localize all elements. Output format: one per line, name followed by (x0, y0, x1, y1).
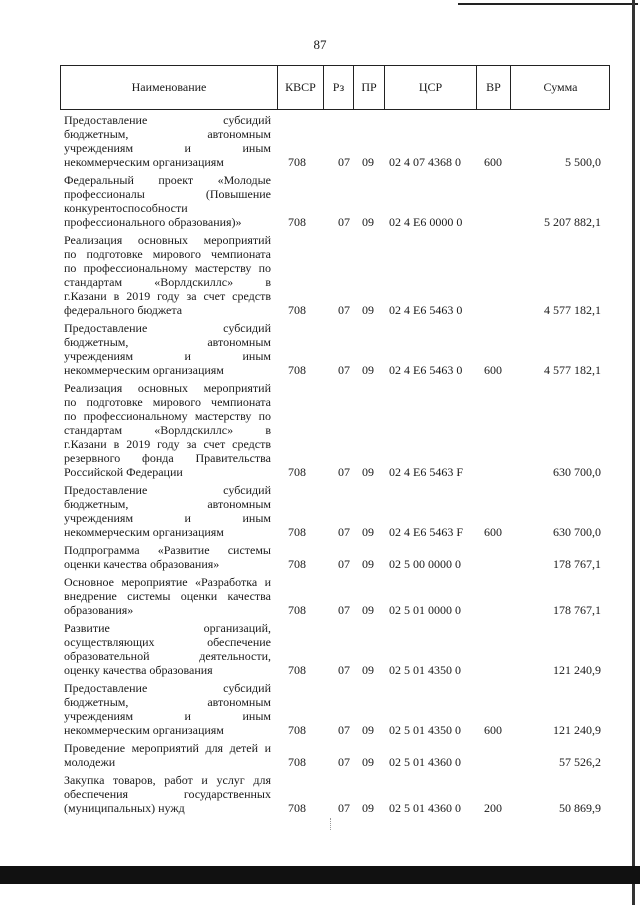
table-row (0, 113, 640, 169)
row-pr: 09 (362, 215, 374, 229)
row-name-line: некоммерческим организациям (64, 723, 224, 737)
table-row (0, 741, 640, 769)
row-name-line: бюджетным, автономным (64, 127, 271, 141)
row-rz: 07 (338, 525, 350, 539)
row-csr: 02 5 01 0000 0 (389, 603, 461, 617)
row-rz: 07 (338, 723, 350, 737)
row-kvsr: 708 (288, 663, 306, 677)
row-name-line: Развитие организаций, (64, 621, 271, 635)
row-name-line: Предоставление субсидий (64, 321, 271, 335)
row-pr: 09 (362, 155, 374, 169)
row-kvsr: 708 (288, 723, 306, 737)
row-kvsr: 708 (288, 603, 306, 617)
row-rz: 07 (338, 755, 350, 769)
row-name-line: оценки качества образования» (64, 557, 220, 571)
row-pr: 09 (362, 363, 374, 377)
table-row (0, 575, 640, 617)
row-pr: 09 (362, 723, 374, 737)
row-pr: 09 (362, 801, 374, 815)
row-sum: 121 240,9 (553, 723, 601, 737)
header-pr: ПР (353, 66, 384, 109)
row-name-line: некоммерческим организациям (64, 363, 224, 377)
row-csr: 02 4 Е6 5463 F (389, 465, 464, 479)
row-rz: 07 (338, 557, 350, 571)
row-rz: 07 (338, 155, 350, 169)
row-sum: 630 700,0 (553, 525, 601, 539)
row-sum: 4 577 182,1 (544, 303, 601, 317)
table-row (0, 321, 640, 377)
row-name (64, 483, 271, 539)
row-pr: 09 (362, 603, 374, 617)
row-name (64, 233, 271, 317)
header-kvsr: КВСР (277, 66, 323, 109)
row-pr: 09 (362, 303, 374, 317)
row-vr: 200 (484, 801, 502, 815)
row-csr: 02 5 01 4350 0 (389, 663, 461, 677)
page-number: 87 (313, 37, 327, 52)
row-csr: 02 5 01 4350 0 (389, 723, 461, 737)
row-rz: 07 (338, 603, 350, 617)
row-rz: 07 (338, 465, 350, 479)
header-csr: ЦСР (384, 66, 476, 109)
row-name-line: учреждениям и иным (64, 141, 271, 155)
row-name (64, 321, 271, 377)
row-name-line: бюджетным, автономным (64, 695, 271, 709)
row-name-line: Проведение мероприятий для детей и (64, 741, 271, 755)
row-sum: 57 526,2 (559, 755, 601, 769)
row-name-line: учреждениям и иным (64, 349, 271, 363)
row-name-line: Предоставление субсидий (64, 483, 271, 497)
row-name-line: стандартам «Ворлдскиллс» в (64, 275, 271, 289)
row-pr: 09 (362, 525, 374, 539)
row-sum: 178 767,1 (553, 603, 601, 617)
row-name-line: федерального бюджета (64, 303, 183, 317)
table-row (0, 483, 640, 539)
row-name-line: обеспечения государственных (64, 787, 271, 801)
row-name-line: профессионалы (Повышение (64, 187, 271, 201)
row-name-line: Подпрограмма «Развитие системы (64, 543, 271, 557)
row-csr: 02 4 Е6 0000 0 (389, 215, 463, 229)
row-sum: 5 500,0 (565, 155, 601, 169)
row-name-line: молодежи (64, 755, 116, 769)
row-name (64, 741, 271, 769)
row-vr: 600 (484, 525, 502, 539)
row-name-line: Предоставление субсидий (64, 681, 271, 695)
scan-specks (330, 818, 333, 830)
row-name (64, 621, 271, 677)
row-name-line: конкурентоспособности (64, 201, 188, 215)
row-name-line: Реализация основных мероприятий (64, 381, 271, 395)
row-name-line: Предоставление субсидий (64, 113, 271, 127)
row-name-line: по подготовке мирового чемпионата (64, 395, 271, 409)
row-csr: 02 4 Е6 5463 0 (389, 363, 463, 377)
scan-bottom-bar (0, 866, 640, 884)
table-row (0, 621, 640, 677)
row-name-line: некоммерческим организациям (64, 155, 224, 169)
row-rz: 07 (338, 663, 350, 677)
table-header (60, 65, 610, 110)
row-name-line: по профессиональному мастерству по (64, 409, 271, 423)
row-name (64, 575, 271, 617)
row-kvsr: 708 (288, 465, 306, 479)
row-name-line: (муниципальных) нужд (64, 801, 185, 815)
row-pr: 09 (362, 557, 374, 571)
row-name-line: Реализация основных мероприятий (64, 233, 271, 247)
table-row (0, 773, 640, 815)
table-row (0, 173, 640, 229)
header-rz: Рз (323, 66, 353, 109)
row-kvsr: 708 (288, 155, 306, 169)
row-name-line: г.Казани в 2019 году за счет средств (64, 289, 271, 303)
header-sum: Сумма (510, 66, 610, 109)
row-rz: 07 (338, 801, 350, 815)
row-kvsr: 708 (288, 215, 306, 229)
row-vr: 600 (484, 723, 502, 737)
row-sum: 5 207 882,1 (544, 215, 601, 229)
table-row (0, 543, 640, 571)
row-pr: 09 (362, 465, 374, 479)
row-kvsr: 708 (288, 525, 306, 539)
row-vr: 600 (484, 155, 502, 169)
header-name: Наименование (131, 80, 207, 94)
row-pr: 09 (362, 755, 374, 769)
row-name-line: стандартам «Ворлдскиллс» в (64, 423, 271, 437)
row-csr: 02 5 01 4360 0 (389, 801, 461, 815)
row-rz: 07 (338, 303, 350, 317)
row-name-line: образовательной деятельности, (64, 649, 271, 663)
row-csr: 02 4 Е6 5463 F (389, 525, 464, 539)
row-csr: 02 4 07 4368 0 (389, 155, 461, 169)
row-name-line: Российской Федерации (64, 465, 183, 479)
row-name-line: бюджетным, автономным (64, 335, 271, 349)
row-name-line: г.Казани в 2019 году за счет средств (64, 437, 271, 451)
row-sum: 178 767,1 (553, 557, 601, 571)
table-row (0, 681, 640, 737)
row-kvsr: 708 (288, 363, 306, 377)
row-name (64, 113, 271, 169)
row-name (64, 381, 271, 479)
row-kvsr: 708 (288, 801, 306, 815)
row-name (64, 773, 271, 815)
row-pr: 09 (362, 663, 374, 677)
row-csr: 02 4 Е6 5463 0 (389, 303, 463, 317)
row-name (64, 173, 271, 229)
row-name-line: Закупка товаров, работ и услуг для (64, 773, 271, 787)
row-kvsr: 708 (288, 755, 306, 769)
row-name-line: по подготовке мирового чемпионата (64, 247, 271, 261)
row-name-line: оценку качества образования (64, 663, 213, 677)
top-rule (458, 3, 638, 5)
row-name-line: некоммерческим организациям (64, 525, 224, 539)
row-rz: 07 (338, 215, 350, 229)
row-name (64, 543, 271, 571)
row-sum: 50 869,9 (559, 801, 601, 815)
row-kvsr: 708 (288, 303, 306, 317)
row-csr: 02 5 01 4360 0 (389, 755, 461, 769)
row-sum: 630 700,0 (553, 465, 601, 479)
row-csr: 02 5 00 0000 0 (389, 557, 461, 571)
row-name-line: учреждениям и иным (64, 511, 271, 525)
row-name-line: образования» (64, 603, 134, 617)
row-name-line: Федеральный проект «Молодые (64, 173, 271, 187)
row-sum: 121 240,9 (553, 663, 601, 677)
row-name-line: внедрение системы оценки качества (64, 589, 271, 603)
row-name-line: осуществляющих обеспечение (64, 635, 271, 649)
row-name-line: Основное мероприятие «Разработка и (64, 575, 271, 589)
row-name (64, 681, 271, 737)
row-name-line: по профессиональному мастерству по (64, 261, 271, 275)
row-name-line: учреждениям и иным (64, 709, 271, 723)
row-sum: 4 577 182,1 (544, 363, 601, 377)
row-vr: 600 (484, 363, 502, 377)
row-kvsr: 708 (288, 557, 306, 571)
row-name-line: бюджетным, автономным (64, 497, 271, 511)
table-row (0, 233, 640, 317)
header-vr: ВР (476, 66, 510, 109)
row-name-line: профессионального образования)» (64, 215, 242, 229)
table-row (0, 381, 640, 479)
row-rz: 07 (338, 363, 350, 377)
row-name-line: резервного фонда Правительства (64, 451, 271, 465)
